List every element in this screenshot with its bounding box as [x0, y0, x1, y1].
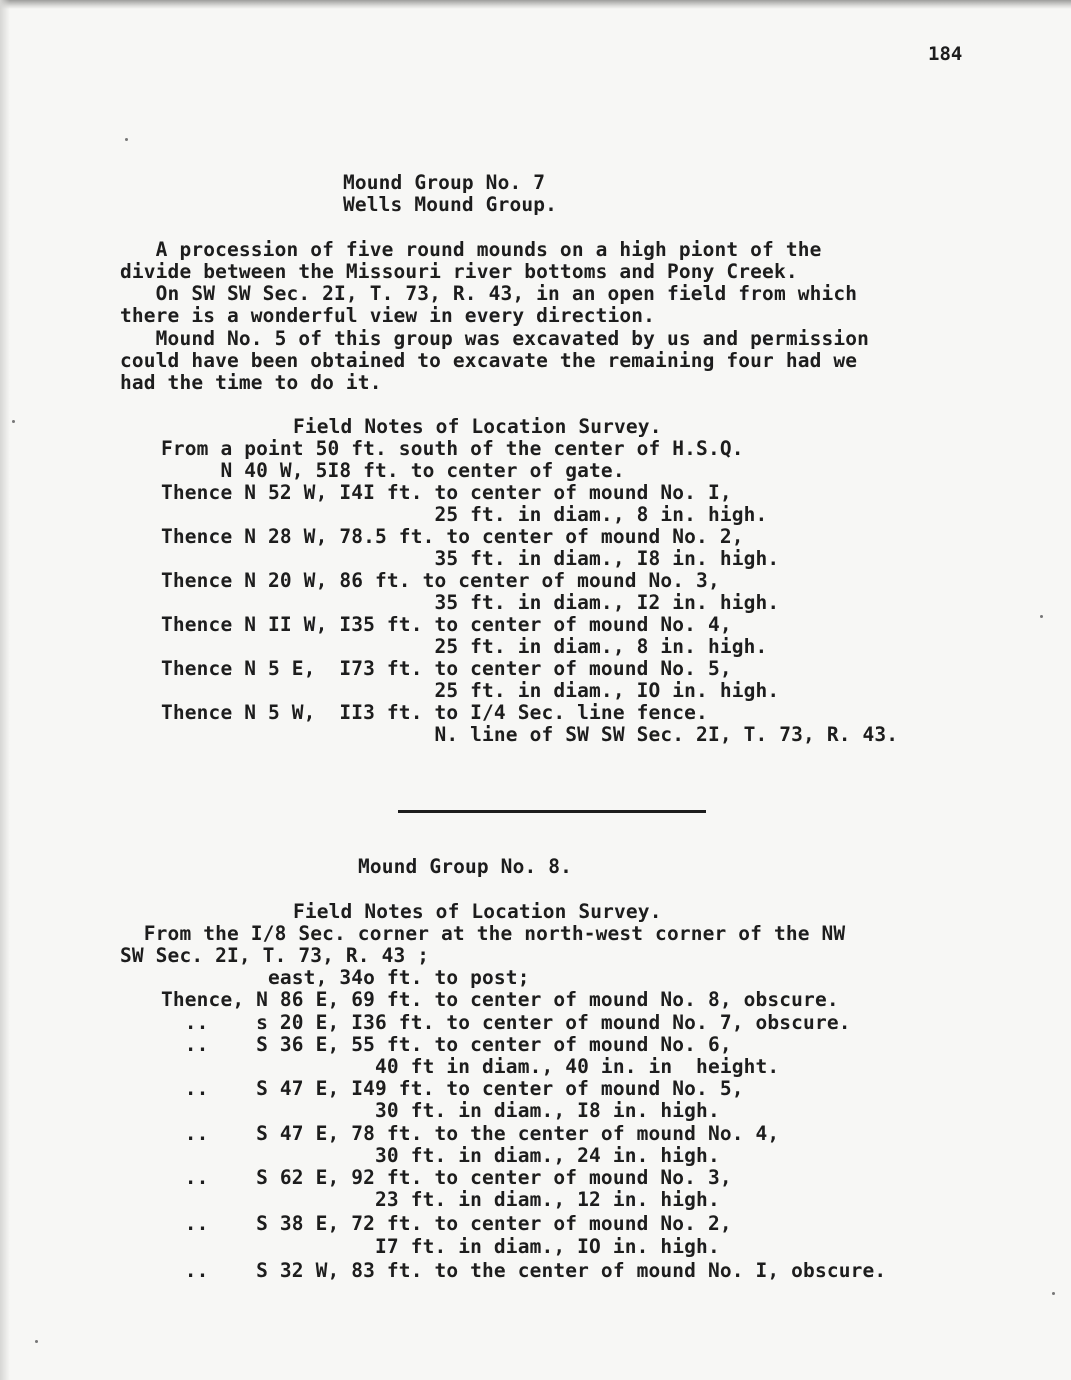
survey-line: .. S 47 E, 78 ft. to the center of mound No. 4, — [161, 1122, 780, 1145]
scan-speck — [1040, 615, 1043, 618]
survey-line: Thence, N 86 E, 69 ft. to center of mound No. 8, obscure. — [161, 988, 839, 1011]
survey-line: .. S 38 E, 72 ft. to center of mound No. 2, — [161, 1212, 732, 1235]
survey-line: 25 ft. in diam., IO in. high. — [161, 679, 780, 702]
survey-line: Thence N 28 W, 78.5 ft. to center of mound No. 2, — [161, 525, 744, 548]
survey-line: .. S 36 E, 55 ft. to center of mound No. 6, — [161, 1033, 732, 1056]
group7-survey-heading: Field Notes of Location Survey. — [293, 415, 662, 438]
paragraph-line: there is a wonderful view in every direction. — [120, 304, 656, 327]
scan-speck — [12, 420, 15, 423]
intro-line: east, 34o ft. to post; — [161, 966, 530, 989]
survey-line: .. S 47 E, I49 ft. to center of mound No. 5, — [161, 1077, 744, 1100]
section-divider — [398, 810, 706, 813]
intro-line: SW Sec. 2I, T. 73, R. 43 ; — [120, 944, 430, 967]
survey-line: Thence N 20 W, 86 ft. to center of mound No. 3, — [161, 569, 720, 592]
survey-line: N 40 W, 5I8 ft. to center of gate. — [161, 459, 625, 482]
group7-title: Mound Group No. 7 — [343, 171, 546, 194]
survey-line: Thence N 52 W, I4I ft. to center of mound No. I, — [161, 481, 732, 504]
survey-line: .. S 62 E, 92 ft. to center of mound No. 3, — [161, 1166, 732, 1189]
intro-line: From the I/8 Sec. corner at the north-west corner of the NW — [120, 922, 846, 945]
scan-left-edge — [0, 0, 10, 1380]
group7-subtitle: Wells Mound Group. — [343, 193, 558, 216]
scan-speck — [1052, 1292, 1055, 1295]
survey-line: N. line of SW SW Sec. 2I, T. 73, R. 43. — [161, 723, 899, 746]
paragraph-line: On SW SW Sec. 2I, T. 73, R. 43, in an open field from which — [120, 282, 858, 305]
survey-line: 23 ft. in diam., 12 in. high. — [161, 1188, 720, 1211]
survey-line: 30 ft. in diam., 24 in. high. — [161, 1144, 720, 1167]
scan-top-edge — [0, 0, 1071, 9]
survey-line: 25 ft. in diam., 8 in. high. — [161, 635, 768, 658]
survey-line: Thence N 5 W, II3 ft. to I/4 Sec. line fence. — [161, 701, 708, 724]
survey-line: .. s 20 E, I36 ft. to center of mound No. 7, obscure. — [161, 1011, 851, 1034]
paragraph-line: had the time to do it. — [120, 371, 382, 394]
scan-speck — [35, 1340, 38, 1343]
survey-line: I7 ft. in diam., IO in. high. — [161, 1235, 720, 1258]
group8-survey-heading: Field Notes of Location Survey. — [293, 900, 662, 923]
survey-line: 35 ft. in diam., I2 in. high. — [161, 591, 780, 614]
paragraph-line: A procession of five round mounds on a high piont of the — [120, 238, 822, 261]
survey-line: 40 ft in diam., 40 in. in height. — [161, 1055, 780, 1078]
paragraph-line: could have been obtained to excavate the remaining four had we — [120, 349, 858, 372]
paragraph-line: Mound No. 5 of this group was excavated by us and permission — [120, 327, 870, 350]
survey-line: Thence N II W, I35 ft. to center of mound No. 4, — [161, 613, 732, 636]
paragraph-line: divide between the Missouri river bottoms and Pony Creek. — [120, 260, 798, 283]
survey-line: .. S 32 W, 83 ft. to the center of mound No. I, obscure. — [161, 1259, 887, 1282]
survey-line: Thence N 5 E, I73 ft. to center of mound No. 5, — [161, 657, 732, 680]
survey-line: 35 ft. in diam., I8 in. high. — [161, 547, 780, 570]
survey-line: From a point 50 ft. south of the center of H.S.Q. — [161, 437, 744, 460]
survey-line: 25 ft. in diam., 8 in. high. — [161, 503, 768, 526]
group8-title: Mound Group No. 8. — [358, 855, 573, 878]
scan-speck — [125, 138, 128, 141]
page-number: 184 — [928, 43, 963, 65]
survey-line: 30 ft. in diam., I8 in. high. — [161, 1099, 720, 1122]
